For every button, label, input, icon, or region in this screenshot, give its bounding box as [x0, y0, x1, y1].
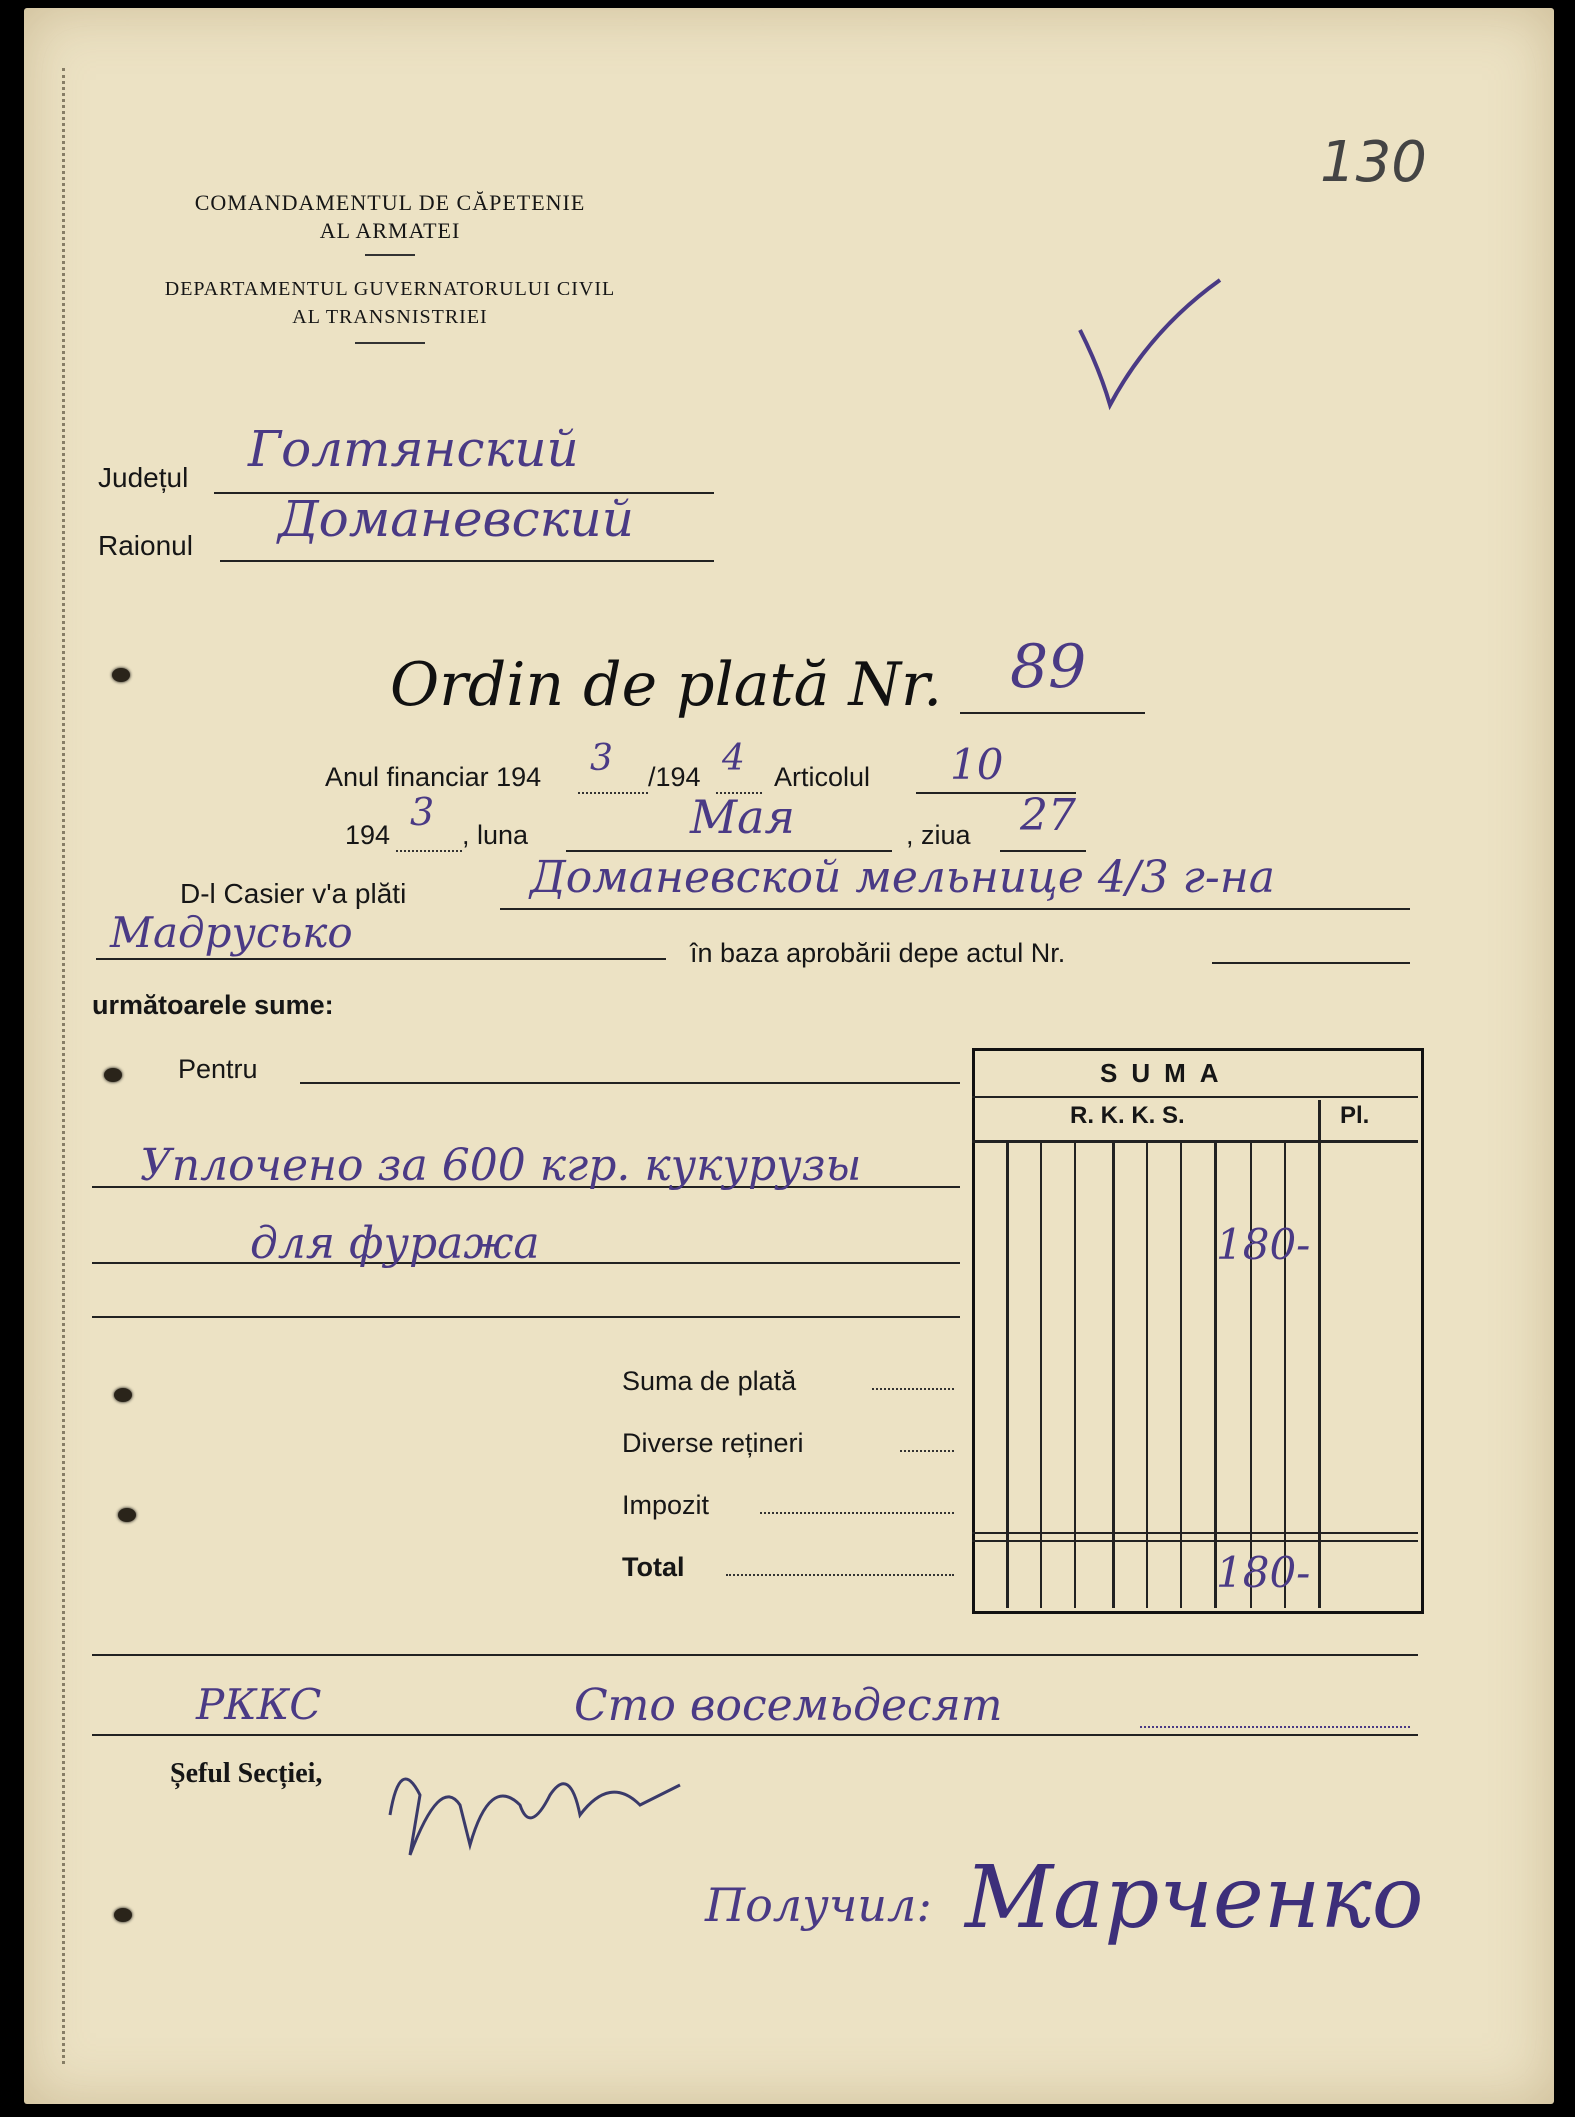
judetul-value: Голтянский [248, 420, 579, 478]
punch-hole [104, 1068, 122, 1082]
check-mark-icon [1070, 270, 1230, 420]
raionul-label: Raionul [98, 530, 193, 561]
received-label: Получил: [705, 1878, 932, 1932]
payee-line1: Доманевской мельнице 4/3 г-на [530, 852, 1275, 903]
suma-col-rkks: R. K. K. S. [1070, 1102, 1185, 1129]
casier-label: D-l Casier v'a plăti [180, 878, 407, 909]
payee-line2: Мадрусько [110, 908, 353, 957]
description-line1: Уплочено за 600 кгр. кукурузы [140, 1140, 862, 1191]
ziua-label: , ziua [906, 820, 971, 850]
header-divider [365, 254, 415, 256]
financial-year-b: 4 [722, 738, 745, 779]
raionul-value: Доманевский [278, 490, 634, 548]
date-prefix: 194 [345, 820, 391, 850]
header-line1: COMANDAMENTUL DE CĂPETENIE [194, 190, 586, 215]
order-number: 89 [1010, 632, 1087, 702]
punch-hole [112, 668, 130, 682]
suma-de-plata-label: Suma de plată [622, 1366, 797, 1396]
sef-signature [380, 1735, 700, 1885]
sef-label: Șeful Secției, [170, 1758, 323, 1789]
date-year: 3 [410, 790, 435, 834]
raionul-underline [220, 560, 714, 562]
header-line4: AL TRANSNISTRIEI [292, 306, 488, 328]
header-line2: AL ARMATEI [319, 218, 461, 243]
amount-words-currency: РККС [196, 1680, 322, 1729]
perforation-edge [62, 68, 69, 2064]
diverse-retineri-label: Diverse rețineri [622, 1428, 804, 1458]
judetul-label: Județul [98, 462, 189, 493]
suma-header: SUMA [1100, 1058, 1233, 1088]
total-label: Total [622, 1552, 685, 1582]
luna-label: , luna [462, 820, 529, 850]
archive-number: 130 [1320, 130, 1427, 195]
pentru-label: Pentru [178, 1054, 258, 1084]
following-label: următoarele sume: [92, 990, 334, 1020]
suma-total-amount: 180- [1216, 1548, 1311, 1597]
header-divider [355, 342, 425, 344]
articol-label: Articolul [774, 762, 871, 792]
punch-hole [114, 1388, 132, 1402]
financial-year-label: Anul financiar 194 [325, 762, 542, 792]
punch-hole [118, 1508, 136, 1522]
luna-value: Мая [690, 790, 795, 844]
suma-row-amount: 180- [1216, 1220, 1311, 1269]
financial-year-sep: /194 [648, 762, 701, 792]
description-line2: для фуража [250, 1218, 540, 1269]
received-signature: Марченко [965, 1848, 1424, 1948]
punch-hole [114, 1908, 132, 1922]
financial-year-a: 3 [590, 738, 613, 779]
header-line3: DEPARTAMENTUL GUVERNATORULUI CIVIL [164, 278, 616, 300]
baza-label: în baza aprobării depe actul Nr. [690, 938, 1066, 968]
ziua-value: 27 [1020, 790, 1076, 841]
amount-words-text: Сто восемьдесят [574, 1680, 1003, 1731]
impozit-label: Impozit [622, 1490, 710, 1520]
document-title: Ordin de plată Nr. [390, 650, 943, 720]
suma-col-pl: Pl. [1340, 1102, 1370, 1129]
articol-value: 10 [950, 740, 1004, 789]
title-number-underline [960, 712, 1145, 714]
